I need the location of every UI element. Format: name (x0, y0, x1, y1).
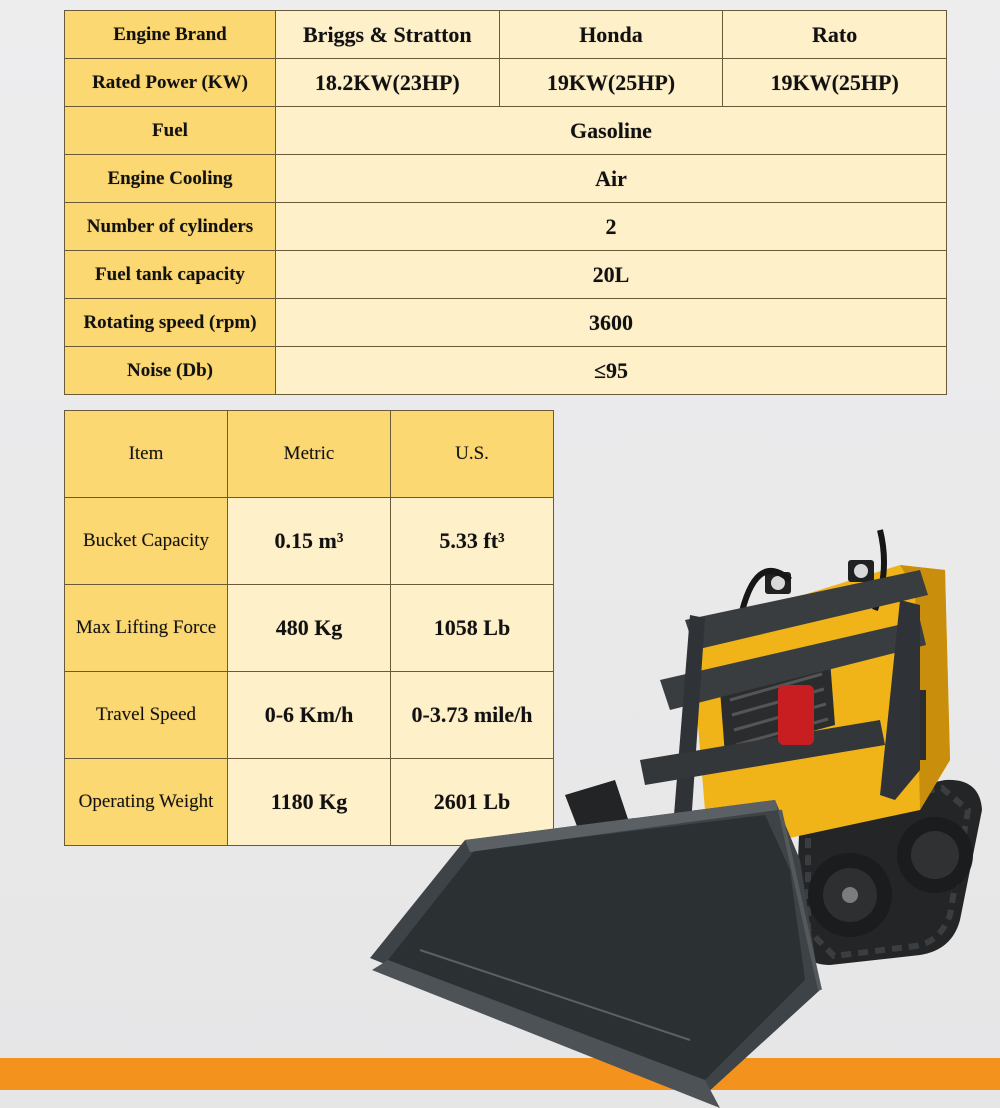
operating-weight-metric: 1180 Kg (228, 759, 391, 846)
travel-speed-metric: 0-6 Km/h (228, 672, 391, 759)
table-row (65, 59, 947, 107)
table-row (65, 347, 947, 395)
table-row (65, 203, 947, 251)
max-lifting-force-label: Max Lifting Force (65, 585, 228, 672)
operating-weight-label: Operating Weight (65, 759, 228, 846)
table-header-row (65, 411, 554, 498)
cylinders-value: 2 (276, 203, 947, 251)
bucket-capacity-us: 5.33 ft³ (391, 498, 554, 585)
cylinders-label: Number of cylinders (65, 203, 276, 251)
brand-rato: Rato (723, 11, 947, 59)
bucket-capacity-metric: 0.15 m³ (228, 498, 391, 585)
fuel-value: Gasoline (276, 107, 947, 155)
engine-brand-label: Engine Brand (65, 11, 276, 59)
table-row (65, 299, 947, 347)
table-row (65, 251, 947, 299)
operating-weight-us: 2601 Lb (391, 759, 554, 846)
travel-speed-us: 0-3.73 mile/h (391, 672, 554, 759)
brand-honda: Honda (499, 11, 723, 59)
engine-cooling-label: Engine Cooling (65, 155, 276, 203)
noise-value: ≤95 (276, 347, 947, 395)
metric-header: Metric (228, 411, 391, 498)
max-lifting-force-metric: 480 Kg (228, 585, 391, 672)
travel-speed-label: Travel Speed (65, 672, 228, 759)
bucket (370, 800, 820, 1108)
engine-cooling-value: Air (276, 155, 947, 203)
table-row (65, 107, 947, 155)
table-row (65, 11, 947, 59)
mini-skid-steer-loader-image (360, 510, 1000, 1108)
quick-coupler (778, 685, 814, 745)
fuel-label: Fuel (65, 107, 276, 155)
rotating-speed-label: Rotating speed (rpm) (65, 299, 276, 347)
item-header: Item (65, 411, 228, 498)
rotating-speed-value: 3600 (276, 299, 947, 347)
table-row (65, 155, 947, 203)
fuel-tank-value: 20L (276, 251, 947, 299)
bucket-capacity-label: Bucket Capacity (65, 498, 228, 585)
rated-power-label: Rated Power (KW) (65, 59, 276, 107)
noise-label: Noise (Db) (65, 347, 276, 395)
rated-power-value: 18.2KW(23HP) (276, 59, 500, 107)
brand-briggs-stratton: Briggs & Stratton (276, 11, 500, 59)
rated-power-value: 19KW(25HP) (499, 59, 723, 107)
engine-spec-table (64, 10, 947, 395)
rated-power-value: 19KW(25HP) (723, 59, 947, 107)
us-header: U.S. (391, 411, 554, 498)
max-lifting-force-us: 1058 Lb (391, 585, 554, 672)
fuel-tank-label: Fuel tank capacity (65, 251, 276, 299)
